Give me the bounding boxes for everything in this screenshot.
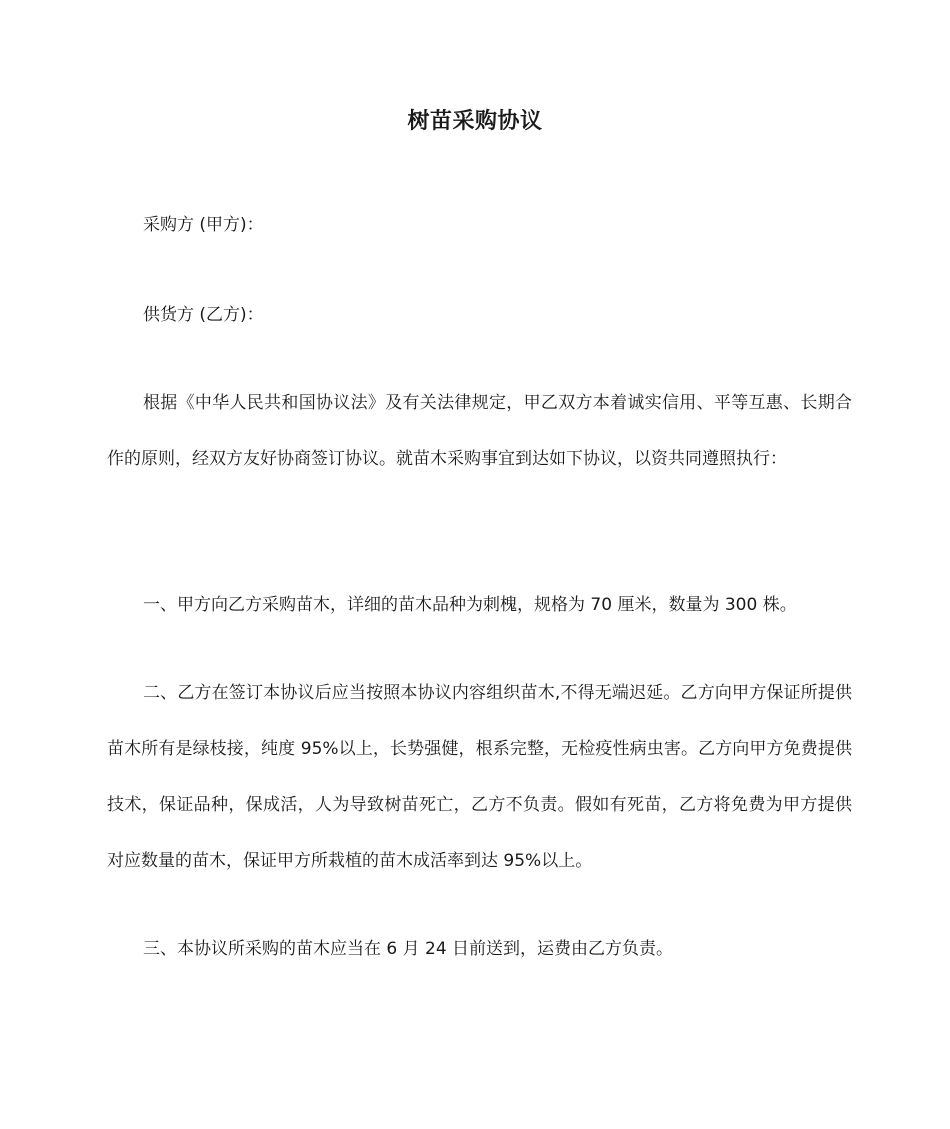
clause-1-paragraph: 一、甲方向乙方采购苗木，详细的苗木品种为刺槐，规格为 70 厘米，数量为 300 株。 bbox=[143, 595, 797, 615]
supplier-label: 供货方 (乙方)： bbox=[143, 305, 264, 325]
preamble-paragraph: 根据《中华人民共和国协议法》及有关法律规定，甲乙双方本着诚实信用、平等互惠、长期合作的原则，经双方友好协商签订协议。就苗木采购事宜到达如下协议，以资共同遵照执行： bbox=[107, 393, 852, 469]
document-title: 树苗采购协议 bbox=[407, 109, 543, 134]
buyer-label: 采购方 (甲方)： bbox=[143, 215, 264, 235]
clause-2-paragraph: 二、乙方在签订本协议后应当按照本协议内容组织苗木,不得无端迟延。乙方向甲方保证所提供苗木所有是绿枝接，纯度 95%以上，长势强健，根系完整，无检疫性病虫害。乙方向甲方免费提供技术，保证品种，保成活，人为导致树苗死亡，乙方不负责。假如有死苗，乙方将免费为甲方提供对应数量的苗木，保证甲方所栽植的苗木成活率到达 95%以上。 bbox=[107, 683, 852, 871]
clause-3-paragraph: 三、本协议所采购的苗木应当在 6 月 24 日前送到，运费由乙方负责。 bbox=[143, 939, 674, 959]
